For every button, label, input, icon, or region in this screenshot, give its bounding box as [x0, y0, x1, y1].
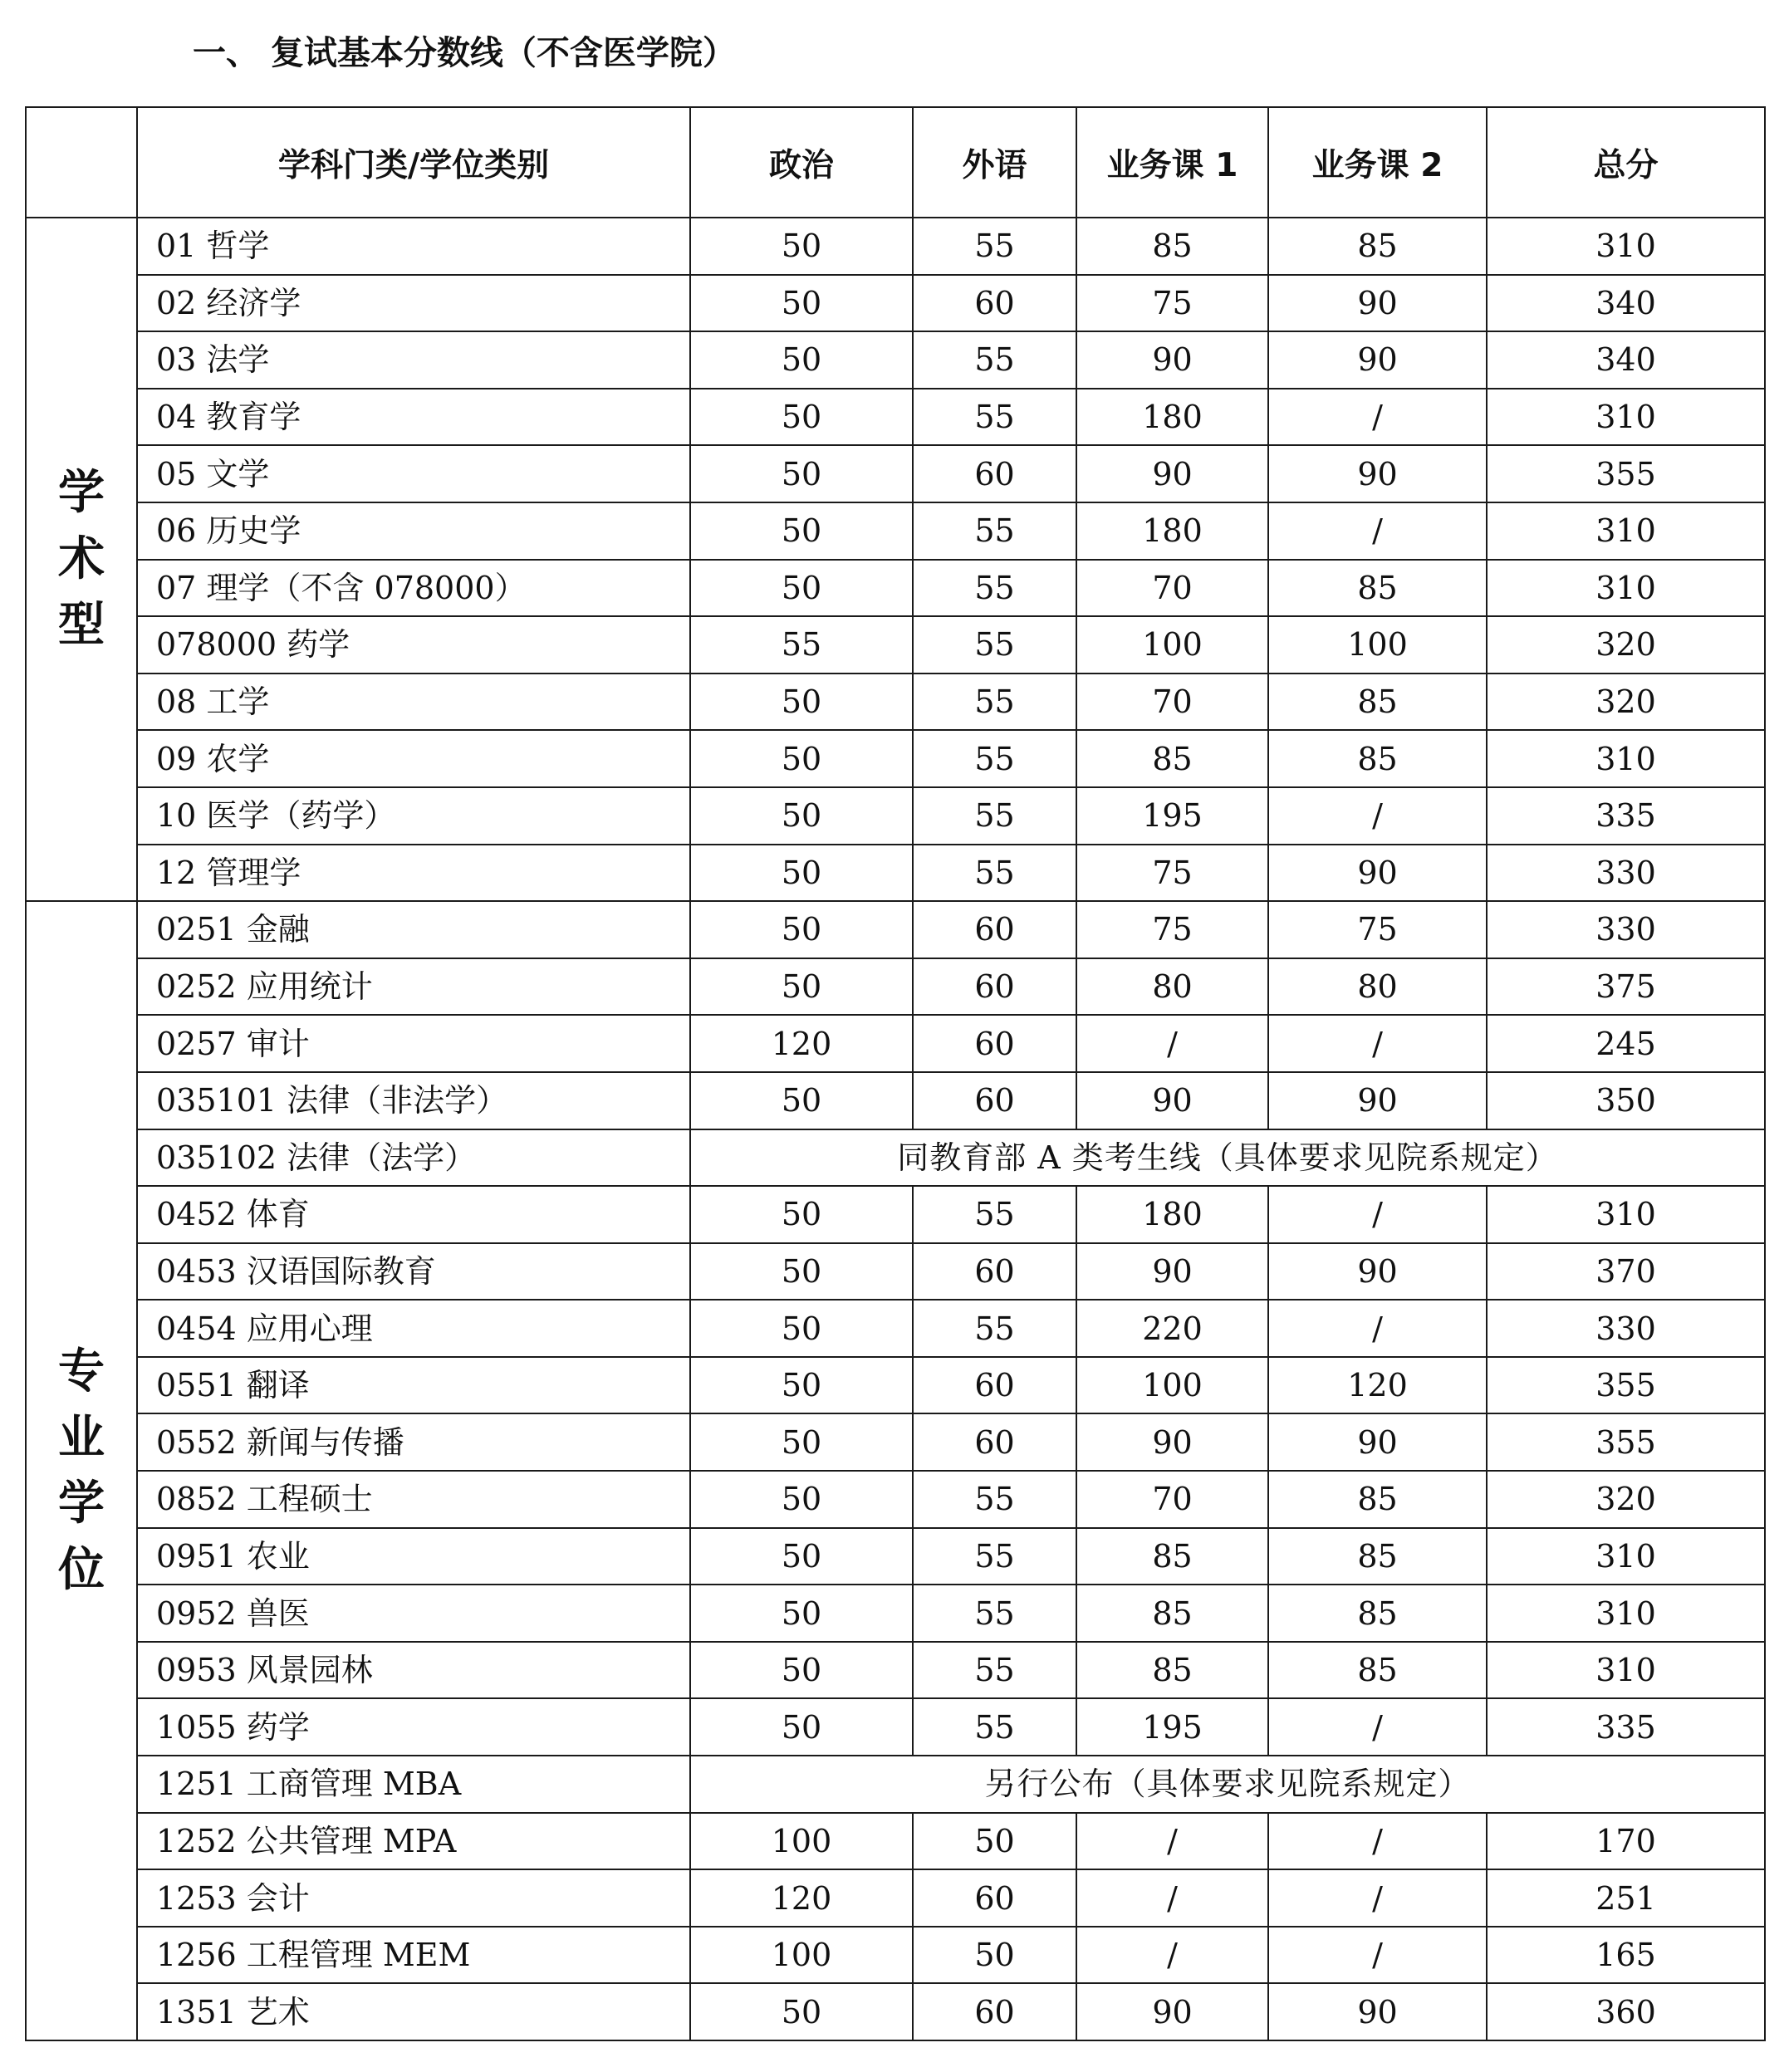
course-1-score-cell: 70: [1076, 674, 1268, 731]
subject-name-cell: 0452 体育: [137, 1186, 690, 1243]
total-score-cell: 330: [1487, 901, 1765, 958]
foreign-language-score-cell: 60: [913, 901, 1076, 958]
table-row: [26, 1072, 1765, 1129]
course-1-score-cell: 195: [1076, 1698, 1268, 1756]
table-row: [26, 958, 1765, 1016]
total-score-cell: 170: [1487, 1813, 1765, 1870]
politics-score-cell: 50: [690, 845, 913, 902]
table-row: [26, 1869, 1765, 1927]
subject-name-cell: 0552 新闻与传播: [137, 1413, 690, 1471]
foreign-language-score-cell: 60: [913, 1413, 1076, 1471]
course-1-score-cell: 180: [1076, 389, 1268, 446]
table-row: [26, 1528, 1765, 1585]
subject-name-cell: 04 教育学: [137, 389, 690, 446]
course-1-score-cell: 75: [1076, 275, 1268, 332]
header-cell-foreign-language: 外语: [913, 107, 1076, 218]
course-1-score-cell: 90: [1076, 445, 1268, 502]
politics-score-cell: 50: [690, 958, 913, 1016]
subject-name-cell: 07 理学（不含 078000）: [137, 560, 690, 617]
table-row: [26, 1015, 1765, 1072]
foreign-language-score-cell: 55: [913, 1186, 1076, 1243]
total-score-cell: 340: [1487, 275, 1765, 332]
total-score-cell: 310: [1487, 1585, 1765, 1642]
subject-name-cell: 10 医学（药学）: [137, 787, 690, 845]
table-row: [26, 389, 1765, 446]
course-1-score-cell: 195: [1076, 787, 1268, 845]
politics-score-cell: 50: [690, 901, 913, 958]
foreign-language-score-cell: 55: [913, 502, 1076, 560]
politics-score-cell: 50: [690, 1698, 913, 1756]
table-row: [26, 1186, 1765, 1243]
foreign-language-score-cell: 55: [913, 730, 1076, 787]
course-1-score-cell: 90: [1076, 1413, 1268, 1471]
header-cell-course-1: 业务课 1: [1076, 107, 1268, 218]
total-score-cell: 355: [1487, 1357, 1765, 1414]
politics-score-cell: 50: [690, 1983, 913, 2040]
subject-name-cell: 078000 药学: [137, 616, 690, 674]
total-score-cell: 355: [1487, 1413, 1765, 1471]
politics-score-cell: 120: [690, 1869, 913, 1927]
course-2-score-cell: 80: [1268, 958, 1487, 1016]
table-body: [26, 218, 1765, 2040]
table-row: [26, 1471, 1765, 1528]
table-header: [26, 107, 1765, 218]
course-1-score-cell: 70: [1076, 560, 1268, 617]
group-label: 学术型: [58, 466, 105, 653]
course-1-score-cell: /: [1076, 1813, 1268, 1870]
politics-score-cell: 50: [690, 331, 913, 389]
politics-score-cell: 55: [690, 616, 913, 674]
table-row: [26, 1698, 1765, 1756]
document-title: 一、 复试基本分数线（不含医学院）: [193, 34, 736, 72]
foreign-language-score-cell: 60: [913, 1357, 1076, 1414]
table-row: [26, 1642, 1765, 1699]
foreign-language-score-cell: 55: [913, 674, 1076, 731]
table-row: [26, 787, 1765, 845]
table-row: [26, 1756, 1765, 1813]
course-1-score-cell: /: [1076, 1869, 1268, 1927]
score-table: [25, 106, 1766, 2041]
politics-score-cell: 50: [690, 1357, 913, 1414]
course-1-score-cell: 100: [1076, 1357, 1268, 1414]
subject-name-cell: 0252 应用统计: [137, 958, 690, 1016]
subject-name-cell: 05 文学: [137, 445, 690, 502]
course-2-score-cell: 85: [1268, 674, 1487, 731]
course-1-score-cell: 90: [1076, 1072, 1268, 1129]
total-score-cell: 320: [1487, 1471, 1765, 1528]
course-2-score-cell: 100: [1268, 616, 1487, 674]
header-cell-politics: 政治: [690, 107, 913, 218]
subject-name-cell: 06 历史学: [137, 502, 690, 560]
total-score-cell: 320: [1487, 616, 1765, 674]
subject-name-cell: 1253 会计: [137, 1869, 690, 1927]
foreign-language-score-cell: 55: [913, 1528, 1076, 1585]
group-label-cell: [26, 218, 137, 901]
foreign-language-score-cell: 55: [913, 845, 1076, 902]
total-score-cell: 310: [1487, 1528, 1765, 1585]
subject-name-cell: 0551 翻译: [137, 1357, 690, 1414]
subject-name-cell: 03 法学: [137, 331, 690, 389]
table-row: [26, 1927, 1765, 1984]
course-1-score-cell: 180: [1076, 502, 1268, 560]
course-2-score-cell: 90: [1268, 331, 1487, 389]
foreign-language-score-cell: 55: [913, 331, 1076, 389]
course-2-score-cell: /: [1268, 502, 1487, 560]
course-2-score-cell: 90: [1268, 445, 1487, 502]
subject-name-cell: 1055 药学: [137, 1698, 690, 1756]
course-2-score-cell: 90: [1268, 1072, 1487, 1129]
course-2-score-cell: /: [1268, 389, 1487, 446]
course-1-score-cell: 85: [1076, 1642, 1268, 1699]
course-2-score-cell: 85: [1268, 1528, 1487, 1585]
foreign-language-score-cell: 60: [913, 958, 1076, 1016]
table-row: [26, 1983, 1765, 2040]
course-2-score-cell: 85: [1268, 730, 1487, 787]
total-score-cell: 335: [1487, 787, 1765, 845]
course-2-score-cell: /: [1268, 1300, 1487, 1357]
course-2-score-cell: 85: [1268, 1471, 1487, 1528]
politics-score-cell: 50: [690, 275, 913, 332]
foreign-language-score-cell: 55: [913, 1698, 1076, 1756]
total-score-cell: 310: [1487, 1186, 1765, 1243]
table-row: [26, 616, 1765, 674]
course-2-score-cell: /: [1268, 1698, 1487, 1756]
subject-name-cell: 0454 应用心理: [137, 1300, 690, 1357]
course-1-score-cell: 90: [1076, 1983, 1268, 2040]
foreign-language-score-cell: 60: [913, 1869, 1076, 1927]
subject-name-cell: 12 管理学: [137, 845, 690, 902]
course-1-score-cell: 85: [1076, 1528, 1268, 1585]
header-cell-group: [26, 107, 137, 218]
total-score-cell: 370: [1487, 1243, 1765, 1301]
group-label: 专业学位: [58, 1345, 105, 1597]
total-score-cell: 310: [1487, 560, 1765, 617]
course-2-score-cell: 85: [1268, 560, 1487, 617]
table-row: [26, 218, 1765, 275]
course-2-score-cell: /: [1268, 1186, 1487, 1243]
subject-name-cell: 02 经济学: [137, 275, 690, 332]
politics-score-cell: 50: [690, 1186, 913, 1243]
total-score-cell: 310: [1487, 389, 1765, 446]
course-1-score-cell: 220: [1076, 1300, 1268, 1357]
total-score-cell: 335: [1487, 1698, 1765, 1756]
total-score-cell: 310: [1487, 730, 1765, 787]
header-row: [26, 107, 1765, 218]
total-score-cell: 330: [1487, 1300, 1765, 1357]
total-score-cell: 320: [1487, 674, 1765, 731]
total-score-cell: 310: [1487, 502, 1765, 560]
subject-name-cell: 0852 工程硕士: [137, 1471, 690, 1528]
course-1-score-cell: 90: [1076, 331, 1268, 389]
course-2-score-cell: 90: [1268, 275, 1487, 332]
foreign-language-score-cell: 55: [913, 1471, 1076, 1528]
subject-name-cell: 0453 汉语国际教育: [137, 1243, 690, 1301]
foreign-language-score-cell: 55: [913, 1642, 1076, 1699]
table-row: [26, 275, 1765, 332]
course-1-score-cell: 85: [1076, 1585, 1268, 1642]
course-1-score-cell: 85: [1076, 730, 1268, 787]
politics-score-cell: 50: [690, 218, 913, 275]
note-cell: 另行公布（具体要求见院系规定）: [690, 1756, 1765, 1813]
table-row: [26, 1357, 1765, 1414]
politics-score-cell: 50: [690, 1413, 913, 1471]
politics-score-cell: 50: [690, 1072, 913, 1129]
course-2-score-cell: /: [1268, 1869, 1487, 1927]
total-score-cell: 355: [1487, 445, 1765, 502]
table-row: [26, 674, 1765, 731]
subject-name-cell: 1251 工商管理 MBA: [137, 1756, 690, 1813]
header-cell-total: 总分: [1487, 107, 1765, 218]
politics-score-cell: 50: [690, 1528, 913, 1585]
total-score-cell: 375: [1487, 958, 1765, 1016]
subject-name-cell: 1256 工程管理 MEM: [137, 1927, 690, 1984]
course-2-score-cell: 90: [1268, 845, 1487, 902]
subject-name-cell: 035102 法律（法学）: [137, 1129, 690, 1187]
course-1-score-cell: 80: [1076, 958, 1268, 1016]
course-2-score-cell: 90: [1268, 1413, 1487, 1471]
politics-score-cell: 50: [690, 560, 913, 617]
subject-name-cell: 1351 艺术: [137, 1983, 690, 2040]
table-row: [26, 901, 1765, 958]
table-row: [26, 445, 1765, 502]
foreign-language-score-cell: 55: [913, 616, 1076, 674]
subject-name-cell: 0953 风景园林: [137, 1642, 690, 1699]
foreign-language-score-cell: 60: [913, 1015, 1076, 1072]
politics-score-cell: 100: [690, 1813, 913, 1870]
total-score-cell: 310: [1487, 218, 1765, 275]
table-row: [26, 560, 1765, 617]
table-row: [26, 502, 1765, 560]
foreign-language-score-cell: 60: [913, 445, 1076, 502]
course-1-score-cell: /: [1076, 1015, 1268, 1072]
course-1-score-cell: 100: [1076, 616, 1268, 674]
foreign-language-score-cell: 55: [913, 389, 1076, 446]
politics-score-cell: 50: [690, 1471, 913, 1528]
group-label-cell: [26, 901, 137, 2040]
course-2-score-cell: 120: [1268, 1357, 1487, 1414]
subject-name-cell: 0951 农业: [137, 1528, 690, 1585]
politics-score-cell: 50: [690, 389, 913, 446]
foreign-language-score-cell: 50: [913, 1927, 1076, 1984]
foreign-language-score-cell: 50: [913, 1813, 1076, 1870]
course-2-score-cell: /: [1268, 787, 1487, 845]
foreign-language-score-cell: 55: [913, 218, 1076, 275]
total-score-cell: 330: [1487, 845, 1765, 902]
course-1-score-cell: 85: [1076, 218, 1268, 275]
course-2-score-cell: /: [1268, 1927, 1487, 1984]
politics-score-cell: 120: [690, 1015, 913, 1072]
subject-name-cell: 0257 审计: [137, 1015, 690, 1072]
total-score-cell: 251: [1487, 1869, 1765, 1927]
total-score-cell: 165: [1487, 1927, 1765, 1984]
table-row: [26, 1243, 1765, 1301]
subject-name-cell: 0952 兽医: [137, 1585, 690, 1642]
total-score-cell: 350: [1487, 1072, 1765, 1129]
table-row: [26, 1413, 1765, 1471]
course-2-score-cell: /: [1268, 1015, 1487, 1072]
note-cell: 同教育部 A 类考生线（具体要求见院系规定）: [690, 1129, 1765, 1187]
foreign-language-score-cell: 60: [913, 275, 1076, 332]
subject-name-cell: 0251 金融: [137, 901, 690, 958]
table-row: [26, 1813, 1765, 1870]
foreign-language-score-cell: 60: [913, 1983, 1076, 2040]
course-1-score-cell: 75: [1076, 845, 1268, 902]
course-1-score-cell: 75: [1076, 901, 1268, 958]
course-2-score-cell: 85: [1268, 1642, 1487, 1699]
table-row: [26, 1129, 1765, 1187]
foreign-language-score-cell: 55: [913, 1300, 1076, 1357]
header-cell-subject: 学科门类/学位类别: [137, 107, 690, 218]
course-1-score-cell: 180: [1076, 1186, 1268, 1243]
course-2-score-cell: 75: [1268, 901, 1487, 958]
subject-name-cell: 08 工学: [137, 674, 690, 731]
foreign-language-score-cell: 60: [913, 1072, 1076, 1129]
politics-score-cell: 50: [690, 787, 913, 845]
course-1-score-cell: 70: [1076, 1471, 1268, 1528]
politics-score-cell: 50: [690, 1300, 913, 1357]
total-score-cell: 360: [1487, 1983, 1765, 2040]
table-row: [26, 730, 1765, 787]
politics-score-cell: 50: [690, 1585, 913, 1642]
total-score-cell: 340: [1487, 331, 1765, 389]
politics-score-cell: 50: [690, 445, 913, 502]
course-2-score-cell: 90: [1268, 1983, 1487, 2040]
table-row: [26, 1585, 1765, 1642]
subject-name-cell: 035101 法律（非法学）: [137, 1072, 690, 1129]
course-2-score-cell: 85: [1268, 1585, 1487, 1642]
course-2-score-cell: 85: [1268, 218, 1487, 275]
total-score-cell: 245: [1487, 1015, 1765, 1072]
politics-score-cell: 50: [690, 502, 913, 560]
total-score-cell: 310: [1487, 1642, 1765, 1699]
course-1-score-cell: /: [1076, 1927, 1268, 1984]
politics-score-cell: 50: [690, 1243, 913, 1301]
politics-score-cell: 50: [690, 730, 913, 787]
subject-name-cell: 1252 公共管理 MPA: [137, 1813, 690, 1870]
foreign-language-score-cell: 60: [913, 1243, 1076, 1301]
foreign-language-score-cell: 55: [913, 1585, 1076, 1642]
politics-score-cell: 100: [690, 1927, 913, 1984]
politics-score-cell: 50: [690, 1642, 913, 1699]
foreign-language-score-cell: 55: [913, 560, 1076, 617]
table-row: [26, 845, 1765, 902]
course-2-score-cell: /: [1268, 1813, 1487, 1870]
politics-score-cell: 50: [690, 674, 913, 731]
foreign-language-score-cell: 55: [913, 787, 1076, 845]
table-row: [26, 1300, 1765, 1357]
course-2-score-cell: 90: [1268, 1243, 1487, 1301]
subject-name-cell: 01 哲学: [137, 218, 690, 275]
course-1-score-cell: 90: [1076, 1243, 1268, 1301]
table-row: [26, 331, 1765, 389]
header-cell-course-2: 业务课 2: [1268, 107, 1487, 218]
subject-name-cell: 09 农学: [137, 730, 690, 787]
